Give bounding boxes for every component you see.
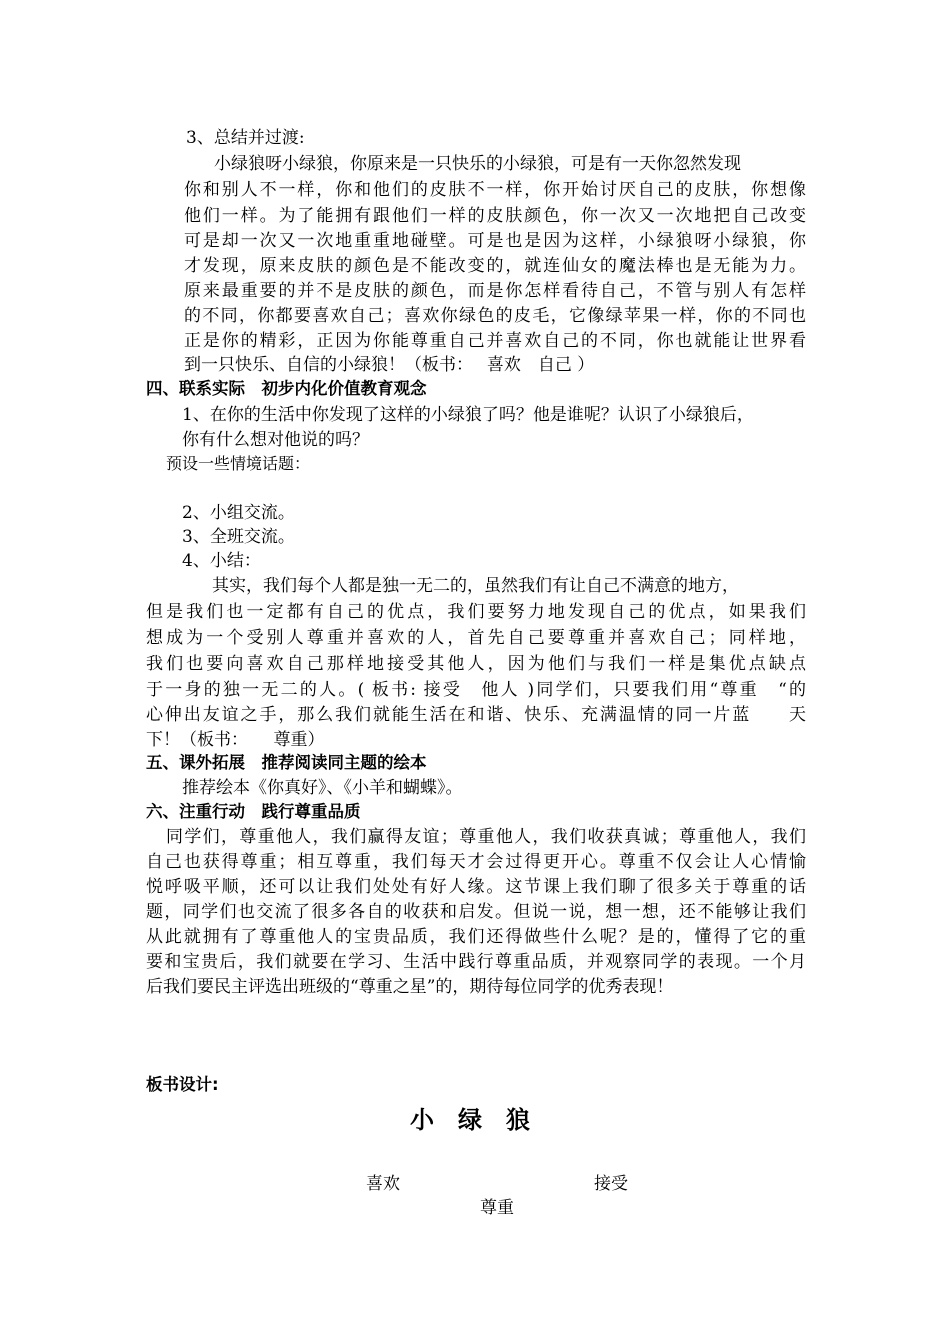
section3-heading: 3、总结并过渡: [186, 128, 305, 148]
part4-item-2: 2、小组交流。 [182, 503, 295, 523]
part4-summary-line-4: 我们也要向喜欢自己那样地接受其他人，因为他们与我们一样是集优点缺点 [146, 654, 806, 674]
part6-line-2: 自己也获得尊重；相互尊重，我们每天才会过得更开心。尊重不仅会让人心情愉 [146, 852, 806, 872]
part4-summary-line-6: 心伸出友谊之手，那么我们就能生活在和谐、快乐、充满温情的同一片蓝 天 [146, 705, 806, 725]
section3-line-9: 到一只快乐、自信的小绿狼！（板书： 喜欢 自己 ） [184, 355, 595, 375]
section3-line-5: 才发现，原来皮肤的颜色是不能改变的，就连仙女的魔法棒也是无能为力。 [184, 256, 806, 276]
part4-summary-line-2: 但是我们也一定都有自己的优点，我们要努力地发现自己的优点，如果我们 [146, 602, 806, 622]
part4-question-line-2: 你有什么想对他说的吗？ [182, 430, 369, 450]
section3-line-4: 可是却一次又一次地重重地碰壁。可是也是因为这样，小绿狼呀小绿狼，你 [184, 231, 806, 251]
part4-item-3: 3、全班交流。 [182, 527, 295, 547]
part6-line-7: 后我们要民主评选出班级的“尊重之星”的，期待每位同学的优秀表现！ [146, 977, 674, 997]
section3-line-1: 小绿狼呀小绿狼，你原来是一只快乐的小绿狼，可是有一天你忽然发现 [214, 154, 741, 174]
part6-line-4: 题，同学们也交流了很多各自的收获和启发。但说一说，想一想，还不能够让我们 [146, 902, 806, 922]
part4-question-line-1: 1、在你的生活中你发现了这样的小绿狼了吗？他是谁呢？认识了小绿狼后， [182, 405, 754, 425]
part6-line-5: 从此就拥有了尊重他人的宝贵品质，我们还得做些什么呢？是的，懂得了它的重 [146, 927, 806, 947]
part6-line-3: 悦呼吸平顺，还可以让我们处处有好人缘。这节课上我们聊了很多关于尊重的话 [146, 877, 806, 897]
part4-title: 四、联系实际 初步内化价值教育观念 [146, 379, 427, 398]
section3-line-2: 你和别人不一样，你和他们的皮肤不一样，你开始讨厌自己的皮肤，你想像 [184, 180, 806, 200]
part5-line: 推荐绘本《你真好》、《小羊和蝴蝶》。 [182, 778, 463, 798]
part4-summary-line-7: 下！（板书： 尊重） [146, 730, 325, 750]
part6-line-6: 要和宝贵后，我们就要在学习、生活中践行尊重品质，并观察同学的表现。一个月 [146, 952, 806, 972]
part4-summary-line-1: 其实，我们每个人都是独一无二的，虽然我们有让自己不满意的地方， [212, 576, 739, 596]
part5-title: 五、课外拓展 推荐阅读同主题的绘本 [146, 753, 427, 772]
board-word-accept: 接受 [594, 1174, 628, 1194]
board-design-label: 板书设计: [146, 1075, 219, 1094]
section3-line-6: 原来最重要的并不是皮肤的颜色，而是你怎样看待自己，不管与别人有怎样 [184, 281, 806, 301]
board-word-respect: 尊重 [480, 1198, 514, 1218]
part4-item-4: 4、小结： [182, 551, 261, 571]
part6-title: 六、注重行动 践行尊重品质 [146, 802, 361, 821]
section3-line-3: 他们一样。为了能拥有跟他们一样的皮肤颜色，你一次又一次地把自己改变 [184, 206, 806, 226]
board-title: 小 绿 狼 [410, 1105, 530, 1134]
section3-line-7: 的不同，你都要喜欢自己；喜欢你绿色的皮毛，它像绿苹果一样，你的不同也 [184, 306, 806, 326]
part4-preset: 预设一些情境话题： [166, 454, 311, 473]
board-word-like: 喜欢 [366, 1174, 400, 1194]
part4-summary-line-5: 于一身的独一无二的人。( 板书: 接受 他人 )同学们，只要我们用“尊重 “的 [146, 680, 806, 700]
part6-line-1: 同学们，尊重他人，我们赢得友谊；尊重他人，我们收获真诚；尊重他人，我们 [166, 827, 806, 847]
part4-summary-line-3: 想成为一个受别人尊重并喜欢的人，首先自己要尊重并喜欢自己；同样地， [146, 628, 806, 648]
section3-line-8: 正是你的精彩，正因为你能尊重自己并喜欢自己的不同，你也就能让世界看 [184, 331, 806, 351]
